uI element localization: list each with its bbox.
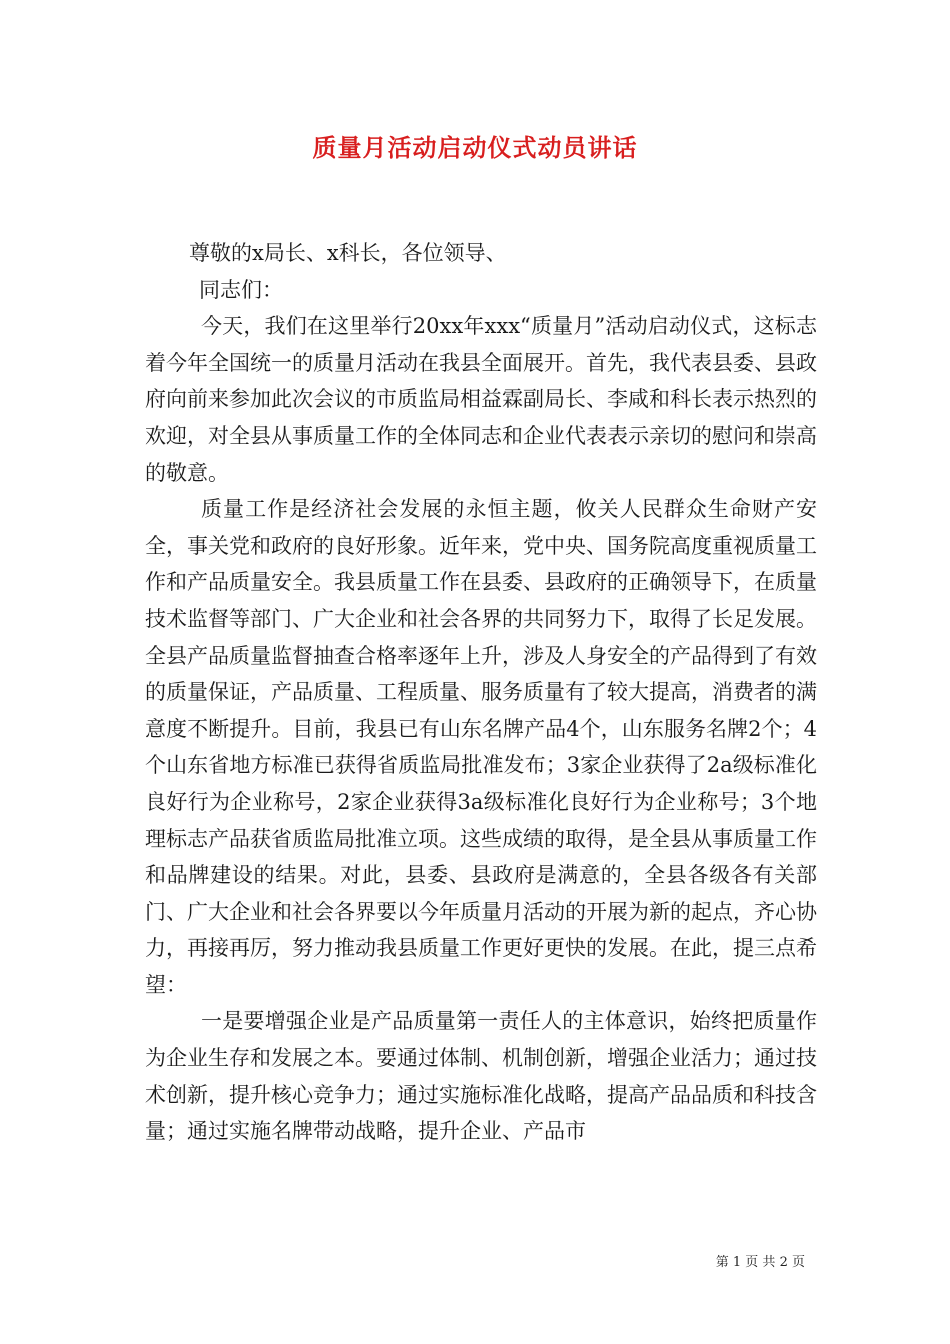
salutation-line: 尊敬的x局长、x科长，各位领导、	[189, 241, 507, 265]
page-suffix: 页	[791, 1255, 805, 1270]
page-prefix: 第	[715, 1255, 729, 1270]
paragraph-quality-work: 质量工作是经济社会发展的永恒主题，攸关人民群众生命财产安全，事关党和政府的良好形象。近年来，党中央、国务院高度重视质量工作和产品质量安全。我县质量工作在县委、县政府的正确领导下，在质量技术监督等部门、广大企业和社会各界的共同努力下，取得了长足发展。全县产品质量监督抽查合格率逐年上升，涉及人身安全的产品得到了有效的质量保证，产品质量、工程质量、服务质量有了较大提高，消费者的满意度不断提升。目前，我县已有山东名牌产品4个，山东服务名牌2个；4个山东省地方标准已获得省质监局批准发布；3家企业获得了2a级标准化良好行为企业称号，2家企业获得3a级标准化良好行为企业称号；3个地理标志产品获省质监局批准立项。这些成绩的取得，是全县从事质量工作和品牌建设的结果。对此，县委、县政府是满意的，全县各级各有关部门、广大企业和社会各界要以今年质量月活动的开展为新的起点，齐心协力，再接再厉，努力推动我县质量工作更好更快的发展。在此，提三点希望：	[145, 497, 817, 997]
paragraph-opening: 今天，我们在这里举行20xx年xxx“质量月”活动启动仪式，这标志着今年全国统一的质量月活动在我县全面展开。首先，我代表县委、县政府向前来参加此次会议的市质监局相益霖副局长、李咸和科长表示热烈的欢迎，对全县从事质量工作的全体同志和企业代表表示亲切的慰问和崇高的敬意。	[145, 314, 817, 485]
paragraph-first-hope: 一是要增强企业是产品质量第一责任人的主体意识，始终把质量作为企业生存和发展之本。要通过体制、机制创新，增强企业活力；通过技术创新，提升核心竞争力；通过实施标准化战略，提高产品品质和科技含量；通过实施名牌带动战略，提升企业、产品市	[145, 1009, 817, 1144]
page-total: 2	[779, 1255, 788, 1270]
page-middle: 页 共	[745, 1255, 776, 1270]
addressee-line: 同志们：	[199, 277, 283, 302]
document-body	[145, 235, 817, 1150]
page-number-footer	[716, 1251, 805, 1270]
document-title: 质量月活动启动仪式动员讲话	[312, 134, 638, 162]
page-current: 1	[732, 1255, 742, 1270]
